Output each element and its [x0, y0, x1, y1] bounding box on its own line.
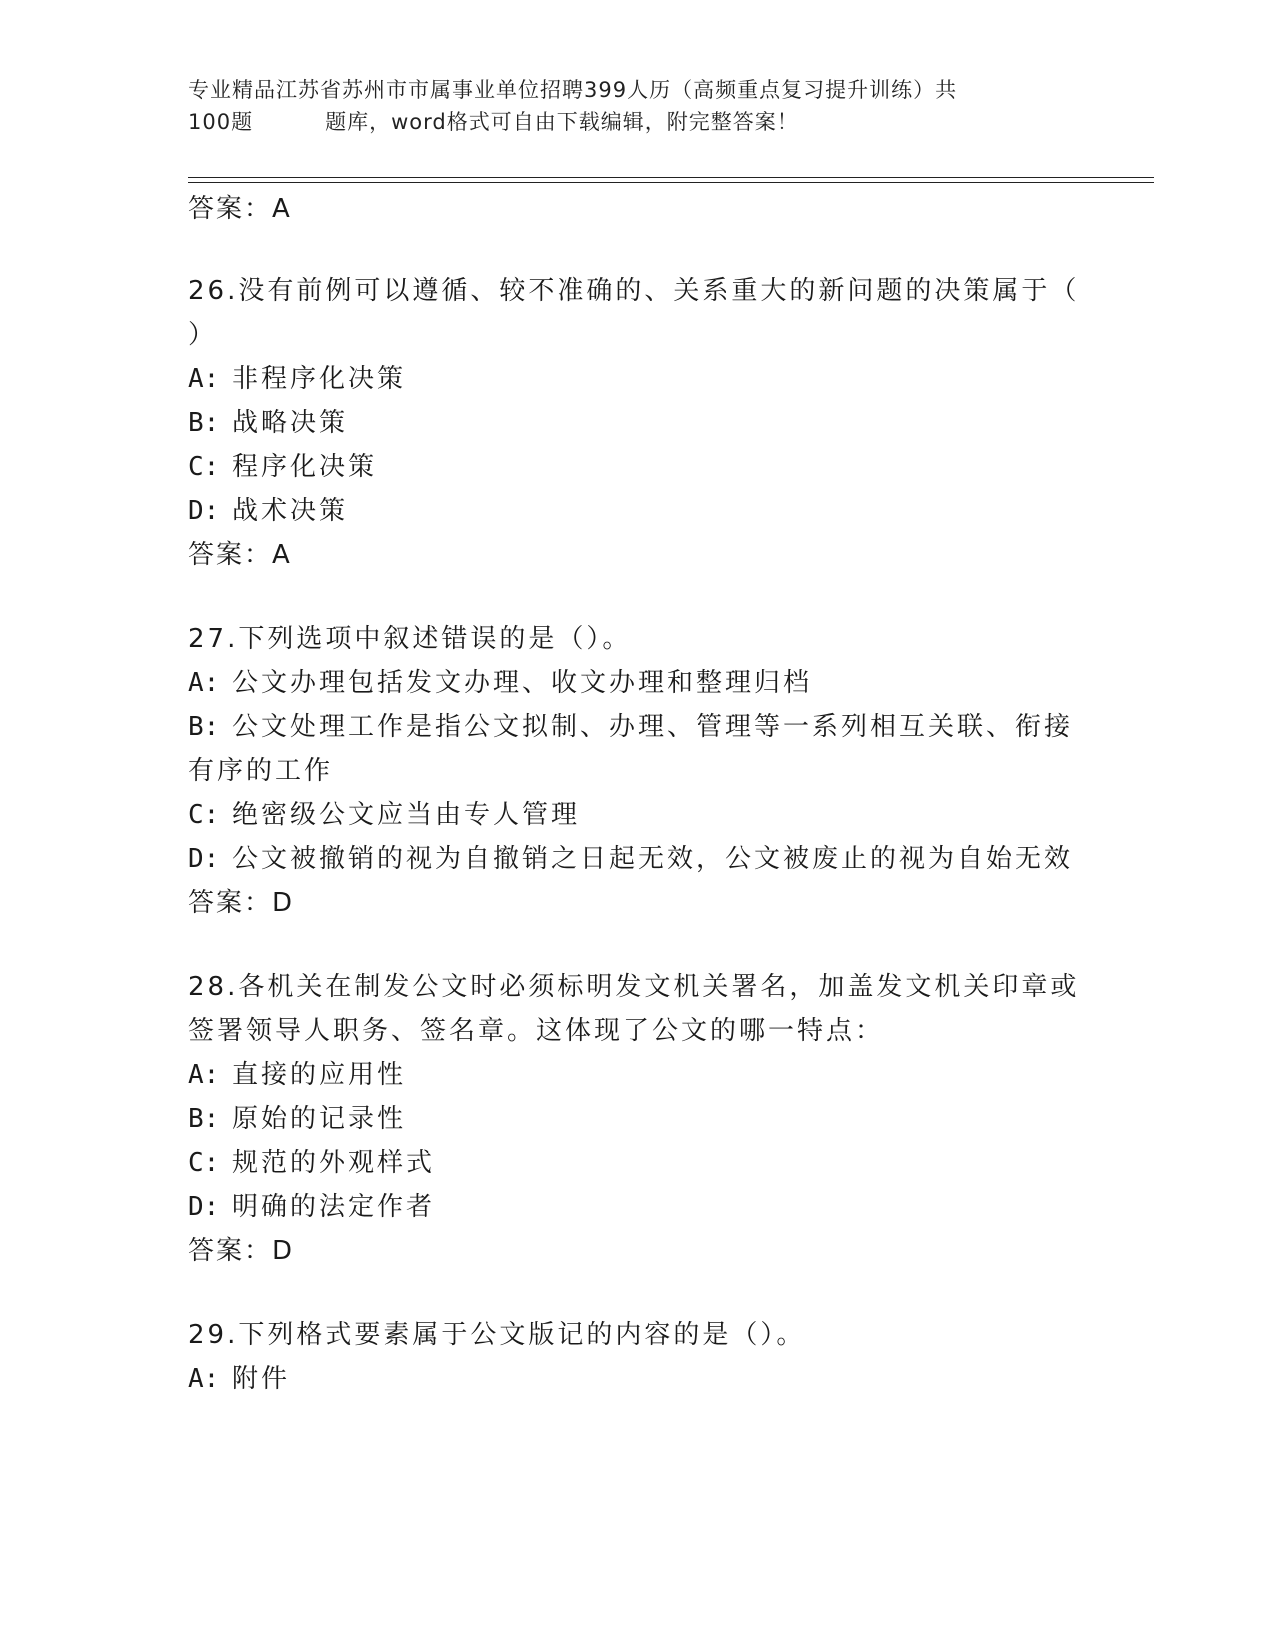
answer-25: 答案：A [188, 194, 292, 224]
option-text: 非程序化决策 [232, 364, 407, 394]
option-label: D: [188, 496, 220, 526]
header-line-1: 专业精品江苏省苏州市市属事业单位招聘399人历（高频重点复习提升训练）共 [188, 78, 958, 102]
option-text: 公文被撤销的视为自撤销之日起无效，公文被废止的视为自始无效 [232, 844, 1074, 874]
question-26-stem-line-2: ） [188, 320, 218, 350]
question-26-option-c [188, 450, 377, 484]
option-label: B: [188, 408, 220, 438]
question-26-option-a [188, 362, 406, 396]
question-27-option-d [188, 842, 1073, 876]
answer-28: 答案：D [188, 1236, 295, 1266]
question-26-option-d [188, 494, 348, 528]
page-header [188, 74, 1088, 138]
option-text: 战术决策 [232, 496, 349, 526]
option-text: 战略决策 [232, 408, 349, 438]
option-label: B: [188, 712, 220, 742]
option-label: C: [188, 1148, 220, 1178]
option-text: 明确的法定作者 [232, 1192, 436, 1222]
question-28-option-c [188, 1146, 435, 1180]
option-label: A: [188, 364, 220, 394]
option-label: D: [188, 844, 220, 874]
option-text: 原始的记录性 [232, 1104, 407, 1134]
option-text: 公文办理包括发文办理、收文办理和整理归档 [232, 668, 813, 698]
option-text: 公文处理工作是指公文拟制、办理、管理等一系列相互关联、衔接 [232, 712, 1074, 742]
answer-26: 答案：A [188, 540, 292, 570]
option-text: 直接的应用性 [232, 1060, 407, 1090]
option-label: B: [188, 1104, 220, 1134]
header-description: 题库，word格式可自由下载编辑，附完整答案！ [325, 110, 799, 134]
question-27-option-b-continued: 有序的工作 [188, 756, 334, 786]
option-label: A: [188, 1060, 220, 1090]
header-line-2 [188, 106, 1088, 138]
option-text: 附件 [232, 1364, 291, 1394]
question-28-stem-line-1: 28.各机关在制发公文时必须标明发文机关署名，加盖发文机关印章或 [188, 972, 1080, 1002]
answer-27: 答案：D [188, 888, 295, 918]
header-divider-top [188, 177, 1154, 178]
question-26-option-b [188, 406, 348, 440]
option-label: C: [188, 800, 220, 830]
question-27-option-c [188, 798, 580, 832]
header-divider-bottom [188, 182, 1154, 183]
header-question-count: 100题 [188, 110, 254, 134]
option-label: A: [188, 1364, 220, 1394]
question-28-option-a [188, 1058, 406, 1092]
option-label: A: [188, 668, 220, 698]
question-27-stem: 27.下列选项中叙述错误的是（）。 [188, 624, 632, 654]
question-27-option-a [188, 666, 812, 700]
question-29-stem: 29.下列格式要素属于公文版记的内容的是（）。 [188, 1320, 806, 1350]
option-text: 绝密级公文应当由专人管理 [232, 800, 581, 830]
question-29-option-a [188, 1362, 290, 1396]
option-text: 程序化决策 [232, 452, 378, 482]
question-27-option-b [188, 710, 1073, 744]
option-text: 规范的外观样式 [232, 1148, 436, 1178]
option-label: D: [188, 1192, 220, 1222]
question-28-stem-line-2: 签署领导人职务、签名章。这体现了公文的哪一特点： [188, 1016, 885, 1046]
question-28-option-b [188, 1102, 406, 1136]
question-28-option-d [188, 1190, 435, 1224]
question-26-stem-line-1: 26.没有前例可以遵循、较不准确的、关系重大的新问题的决策属于（ [188, 276, 1080, 306]
option-label: C: [188, 452, 220, 482]
